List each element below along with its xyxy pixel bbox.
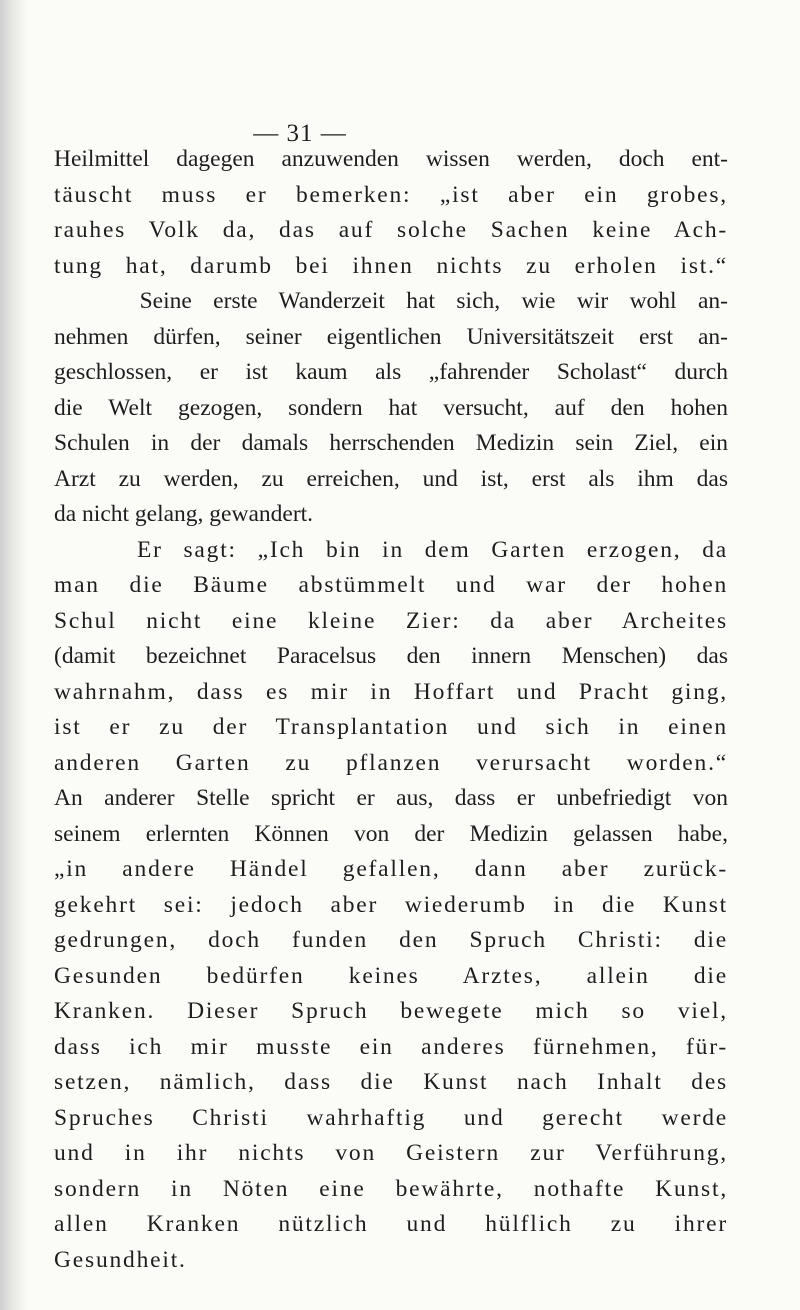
text-line: Schul nicht eine kleine Zier: da aber Archeites	[54, 607, 728, 634]
text-line: gekehrt sei: jedoch aber wiederumb in die Kunst	[54, 891, 728, 918]
text-line: Gesundheit.	[54, 1246, 187, 1273]
text-line: ist er zu der Transplantation und sich in einen	[54, 714, 728, 740]
text-line: setzen, nämlich, dass die Kunst nach Inhalt des	[54, 1069, 728, 1095]
text-line: rauhes Volk da, das auf solche Sachen keine Ach-	[54, 217, 728, 243]
text-line: tung hat, darumb bei ihnen nichts zu erholen ist.“	[54, 252, 728, 279]
text-line: nehmen dürfen, seiner eigentlichen Universitätszeit erst an-	[54, 323, 728, 350]
text-line: täuscht muss er bemerken: „ist aber ein grobes,	[54, 181, 728, 208]
text-line: An anderer Stelle spricht er aus, dass er unbefriedigt von	[54, 785, 728, 811]
text-line: allen Kranken nützlich und hülflich zu ihrer	[54, 1211, 728, 1237]
text-line: seinem erlernten Können von der Medizin gelassen habe,	[54, 820, 728, 847]
text-line: Seine erste Wanderzeit hat sich, wie wir wohl an-	[54, 288, 728, 314]
text-line: da nicht gelang, gewandert.	[54, 501, 314, 527]
text-line: Gesunden bedürfen keines Arztes, allein die	[54, 962, 728, 989]
text-line: geschlossen, er ist kaum als „fahrender Scholast“ durch	[54, 359, 728, 385]
text-line: Kranken. Dieser Spruch bewegete mich so viel,	[54, 998, 728, 1024]
text-line: anderen Garten zu pflanzen verursacht worden.“	[54, 749, 728, 776]
text-line: Arzt zu werden, zu erreichen, und ist, erst als ihm das	[54, 465, 728, 492]
binding-gutter-shadow	[0, 0, 28, 1310]
text-line: Spruches Christi wahrhaftig und gerecht werde	[54, 1104, 728, 1131]
body-text	[54, 142, 728, 1278]
text-line: „in andere Händel gefallen, dann aber zurück-	[54, 856, 728, 882]
text-line: Er sagt: „Ich bin in dem Garten erzogen, da	[54, 536, 728, 563]
text-line: man die Bäume abstümmelt und war der hohen	[54, 572, 728, 598]
page-number: — 31 —	[253, 120, 347, 147]
text-line: dass ich mir musste ein anderes fürnehmen, für-	[54, 1033, 728, 1060]
text-line: Heilmittel dagegen anzuwenden wissen werden, doch ent-	[54, 146, 728, 172]
text-line: und in ihr nichts von Geistern zur Verführung,	[54, 1140, 728, 1166]
text-line: sondern in Nöten eine bewährte, nothafte Kunst,	[54, 1175, 728, 1202]
text-line: (damit bezeichnet Paracelsus den innern Menschen) das	[54, 643, 728, 669]
text-line: gedrungen, doch funden den Spruch Christi: die	[54, 927, 728, 953]
text-line: Schulen in der damals herrschenden Medizin sein Ziel, ein	[54, 430, 728, 456]
text-line: wahrnahm, dass es mir in Hoffart und Pracht ging,	[54, 678, 728, 705]
text-line: die Welt gezogen, sondern hat versucht, auf den hohen	[54, 394, 728, 421]
